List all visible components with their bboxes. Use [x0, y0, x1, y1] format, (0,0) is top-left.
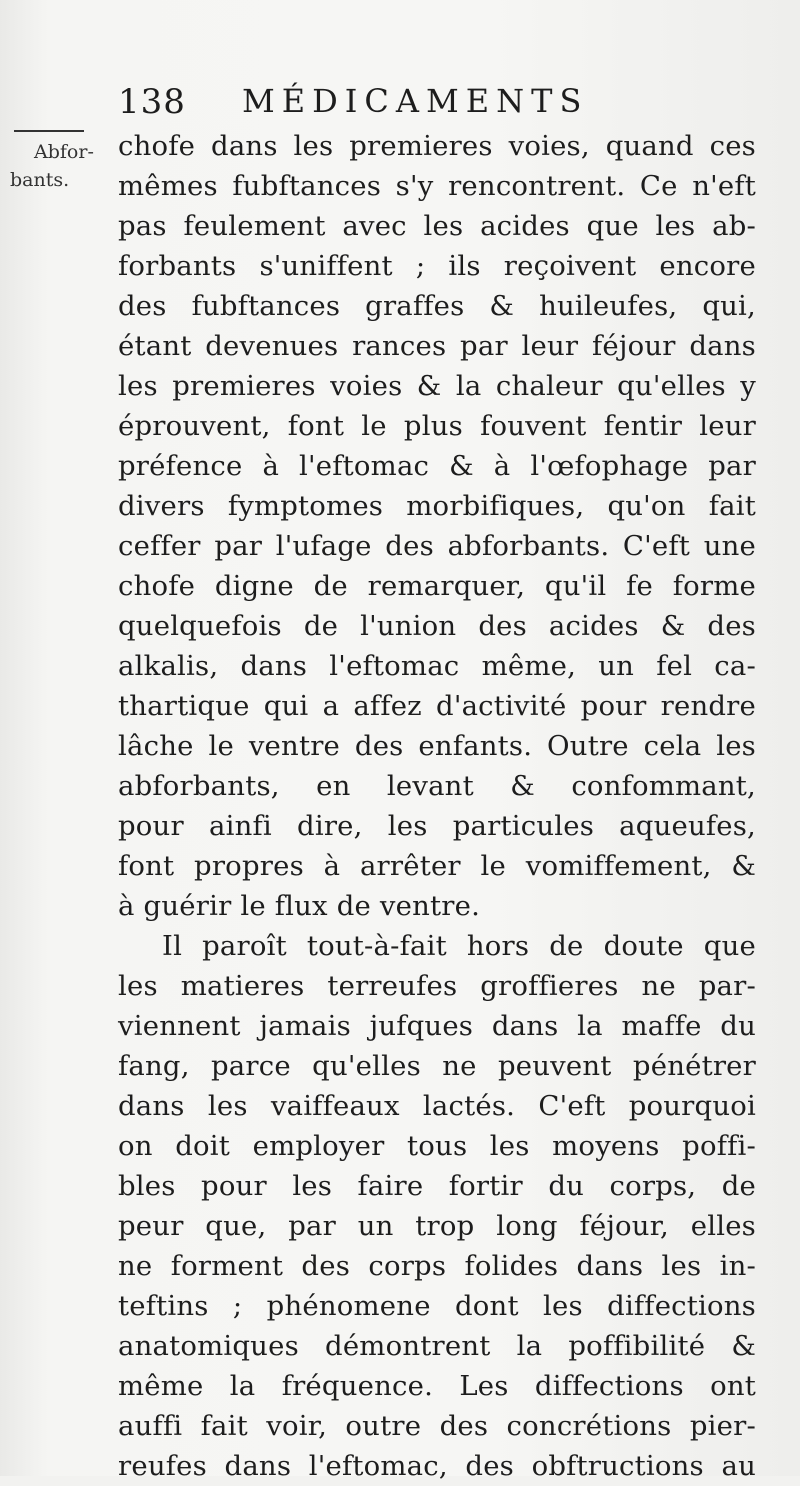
text-line: Il paroît tout-à-fait hors de doute que — [162, 930, 756, 962]
margin-note-line: Abfor- — [34, 141, 94, 163]
text-line: teftins ; phénomene dont les diffections — [118, 1290, 756, 1322]
text-line: même la fréquence. Les diffections ont — [118, 1370, 756, 1402]
text-line: on doit employer tous les moyens poffi- — [118, 1130, 756, 1162]
margin-note-line: bants. — [10, 169, 70, 191]
text-line: mêmes fubftances s'y rencontrent. Ce n'eft — [118, 170, 756, 202]
page-number: 138 — [118, 82, 186, 122]
text-line: viennent jamais jufques dans la maffe du — [118, 1010, 756, 1042]
text-line: des fubftances graffes & huileufes, qui, — [118, 290, 756, 322]
text-line: ne forment des corps folides dans les in- — [118, 1250, 756, 1282]
text-line: chofe digne de remarquer, qu'il fe forme — [118, 570, 756, 602]
text-line: bles pour les faire fortir du corps, de — [118, 1170, 756, 1202]
text-line: pas feulement avec les acides que les ab- — [118, 210, 756, 242]
margin-note — [8, 130, 116, 194]
text-line: les premieres voies & la chaleur qu'elles y — [118, 370, 756, 402]
text-line: préfence à l'eftomac & à l'œfophage par — [118, 450, 756, 482]
text-line: fang, parce qu'elles ne peuvent pénétrer — [118, 1050, 756, 1082]
text-line: auffi fait voir, outre des concrétions pier- — [118, 1410, 756, 1442]
text-line: thartique qui a affez d'activité pour rendre — [118, 690, 756, 722]
text-line: chofe dans les premieres voies, quand ces — [118, 130, 756, 162]
text-line: dans les vaiffeaux lactés. C'eft pourquoi — [118, 1090, 756, 1122]
text-line: alkalis, dans l'eftomac même, un fel ca- — [118, 650, 756, 682]
text-line: ceffer par l'ufage des abforbants. C'eft une — [118, 530, 756, 562]
text-line: pour ainfi dire, les particules aqueufes, — [118, 810, 756, 842]
text-line: forbants s'uniffent ; ils reçoivent encore — [118, 250, 756, 282]
running-title: MÉDICAMENTS — [242, 82, 589, 120]
text-line: peur que, par un trop long féjour, elles — [118, 1210, 756, 1242]
text-line: éprouvent, font le plus fouvent fentir leur — [118, 410, 756, 442]
text-line: reufes dans l'eftomac, des obftructions au — [118, 1450, 756, 1482]
margin-rule-divider — [14, 130, 84, 132]
text-line: abforbants, en levant & confommant, — [118, 770, 756, 802]
text-line: étant devenues rances par leur féjour dans — [118, 330, 756, 362]
text-line: les matieres terreufes groffieres ne par- — [118, 970, 756, 1002]
text-line: lâche le ventre des enfants. Outre cela les — [118, 730, 756, 762]
text-line: divers fymptomes morbifiques, qu'on fait — [118, 490, 756, 522]
text-line: font propres à arrêter le vomiffement, & — [118, 850, 756, 882]
page-header — [118, 82, 758, 122]
text-line: à guérir le flux de ventre. — [118, 890, 481, 922]
text-line: quelquefois de l'union des acides & des — [118, 610, 756, 642]
body-text — [118, 126, 756, 1486]
text-line: anatomiques démontrent la poffibilité & — [118, 1330, 756, 1362]
